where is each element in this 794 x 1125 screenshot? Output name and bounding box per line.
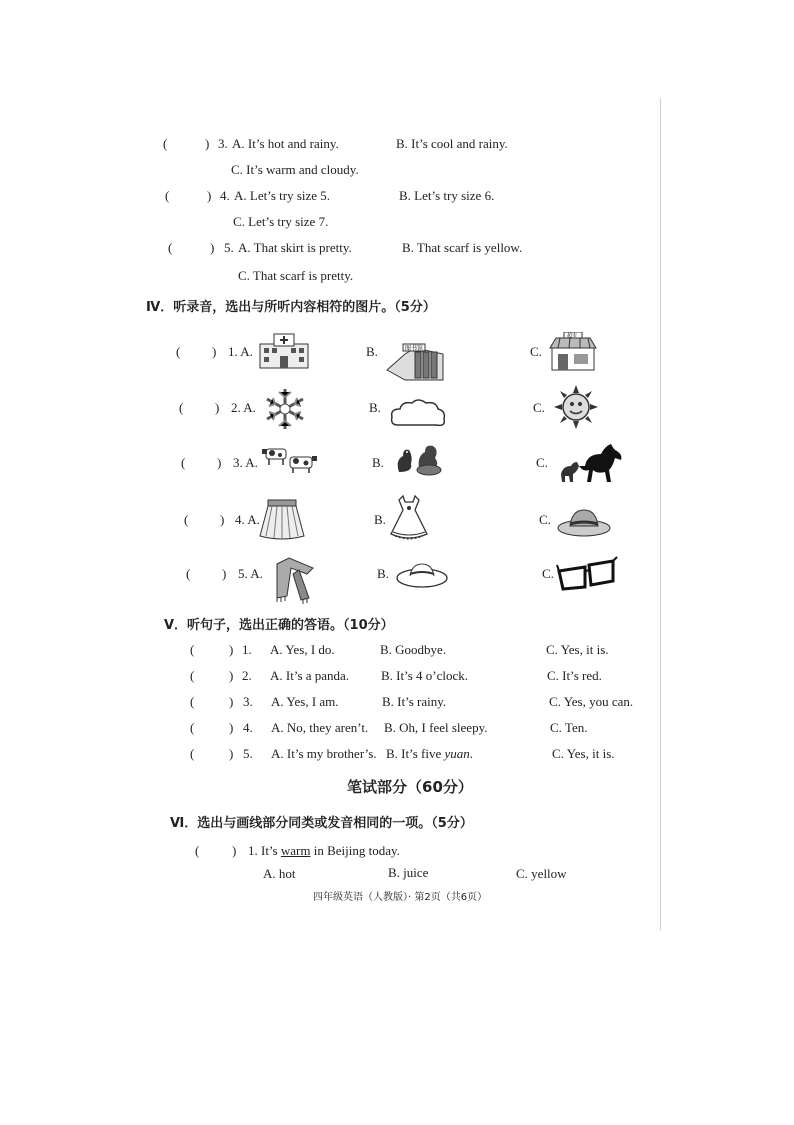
sun-icon: [553, 384, 599, 434]
option-a-label: 2. A.: [231, 400, 256, 415]
option-a-label: 1. A.: [228, 344, 253, 359]
option-a: A. It’s a panda.: [270, 668, 350, 683]
q-paren-open: (: [190, 642, 195, 657]
section6-q1-option-a: A. hot: [263, 866, 296, 881]
q-paren-open: (: [165, 188, 170, 203]
svg-text:图书馆: 图书馆: [405, 345, 424, 352]
option-c: C. That scarf is pretty.: [238, 268, 354, 283]
row-paren-close: ): [217, 455, 222, 470]
q-paren-open: (: [163, 136, 168, 151]
option-c-label: C.: [536, 455, 548, 470]
q-paren-close: ): [205, 136, 210, 151]
section6-title: Ⅵ．选出与画线部分同类或发音相同的一项。（5分）: [170, 816, 473, 831]
option-c: C. Yes, it is.: [546, 642, 609, 657]
section6-q1-paren-close: ): [232, 843, 237, 858]
option-a: A. Yes, I do.: [270, 642, 335, 657]
option-b-post: .: [469, 746, 474, 761]
row-paren-close: ): [220, 512, 225, 527]
row-paren-open: (: [179, 400, 184, 415]
option-a: A. It’s my brother’s.: [271, 746, 377, 761]
skirt-icon: [258, 498, 306, 546]
option-b-label: B.: [369, 400, 381, 415]
option-c: C. It’s warm and cloudy.: [231, 162, 359, 177]
snowflake-icon: [263, 386, 307, 436]
hens-icon: [391, 438, 443, 482]
hospital-icon: [258, 332, 310, 374]
scarf-icon: [269, 554, 319, 608]
shop-icon: [548, 332, 598, 376]
option-a-label: 4. A.: [235, 512, 260, 527]
q-number: 1.: [242, 642, 252, 657]
q-number: 4.: [220, 188, 230, 203]
row-paren-close: ): [212, 344, 217, 359]
option-b: B. Goodbye.: [380, 642, 447, 657]
option-c: C. Yes, it is.: [552, 746, 615, 761]
option-b: B. It’s rainy.: [382, 694, 447, 709]
stem-post: in Beijing today.: [310, 843, 400, 858]
option-a: A. It’s hot and rainy.: [232, 136, 339, 151]
option-b: B. Let’s try size 6.: [399, 188, 495, 203]
q-paren-close: ): [229, 746, 234, 761]
q-number: 3.: [243, 694, 253, 709]
q-paren-open: (: [190, 694, 195, 709]
svg-text:超市: 超市: [567, 333, 578, 339]
option-b-italic: yuan: [444, 746, 470, 761]
q-paren-close: ): [229, 642, 234, 657]
option-a: A. Yes, I am.: [271, 694, 339, 709]
section6-q1-option-b: B. juice: [388, 865, 429, 880]
option-c: C. Yes, you can.: [549, 694, 634, 709]
cloud-icon: [388, 397, 448, 435]
option-c: C. It’s red.: [547, 668, 602, 683]
option-c-label: C.: [542, 566, 554, 581]
option-a-label: 5. A.: [238, 566, 263, 581]
option-c-label: C.: [533, 400, 545, 415]
option-b: B. It’s 4 o’clock.: [381, 668, 469, 683]
q-number: 5.: [243, 746, 253, 761]
row-paren-open: (: [181, 455, 186, 470]
option-b: B. That scarf is yellow.: [402, 240, 523, 255]
section6-q1-paren-open: (: [195, 843, 200, 858]
q-number: 2.: [242, 668, 252, 683]
row-paren-close: ): [222, 566, 227, 581]
option-b-label: B.: [374, 512, 386, 527]
written-part-heading: 笔试部分（60分）: [347, 778, 473, 796]
q-number: 4.: [243, 720, 253, 735]
cows-icon: [262, 441, 318, 479]
section4-title: Ⅳ．听录音，选出与所听内容相符的图片。（5分）: [146, 300, 436, 315]
option-c: C. Ten.: [550, 720, 588, 735]
q-paren-close: ): [210, 240, 215, 255]
q-paren-close: ): [207, 188, 212, 203]
option-a: A. No, they aren’t.: [271, 720, 369, 735]
option-b: B. Oh, I feel sleepy.: [384, 720, 488, 735]
q-paren-close: ): [229, 720, 234, 735]
q-paren-close: ): [229, 668, 234, 683]
row-paren-open: (: [184, 512, 189, 527]
option-b-pre: B. It’s five: [386, 746, 445, 761]
section5-title: Ⅴ．听句子，选出正确的答语。（10分）: [164, 618, 394, 633]
option-a: A. Let’s try size 5.: [234, 188, 331, 203]
section6-q1-stem: [248, 843, 400, 859]
bookstore-icon: [385, 340, 445, 386]
q-number: 5.: [224, 240, 234, 255]
glasses-icon: [555, 553, 619, 597]
q-number: 3.: [218, 136, 228, 151]
option-b-label: B.: [377, 566, 389, 581]
option-a: A. That skirt is pretty.: [238, 240, 352, 255]
q-paren-open: (: [168, 240, 173, 255]
q-paren-open: (: [190, 720, 195, 735]
scan-edge-line: [660, 98, 661, 930]
option-b: [386, 746, 473, 762]
option-b-label: B.: [372, 455, 384, 470]
sunhat-icon: [395, 560, 449, 594]
row-paren-open: (: [176, 344, 181, 359]
row-paren-open: (: [186, 566, 191, 581]
option-a-label: 3. A.: [233, 455, 258, 470]
option-c-label: C.: [530, 344, 542, 359]
section6-q1-option-c: C. yellow: [516, 866, 567, 881]
horses-icon: [557, 440, 627, 488]
stem-underlined: warm: [280, 843, 311, 858]
option-c: C. Let’s try size 7.: [233, 214, 329, 229]
dress-icon: [387, 494, 431, 548]
q-paren-close: ): [229, 694, 234, 709]
stem-pre: 1. It’s: [248, 843, 281, 858]
option-c-label: C.: [539, 512, 551, 527]
option-b: B. It’s cool and rainy.: [396, 136, 508, 151]
page-footer: 四年级英语（人教版）· 第2页（共6页）: [313, 892, 488, 903]
row-paren-close: ): [215, 400, 220, 415]
option-b-label: B.: [366, 344, 378, 359]
q-paren-open: (: [190, 668, 195, 683]
q-paren-open: (: [190, 746, 195, 761]
hat-icon: [556, 506, 612, 542]
